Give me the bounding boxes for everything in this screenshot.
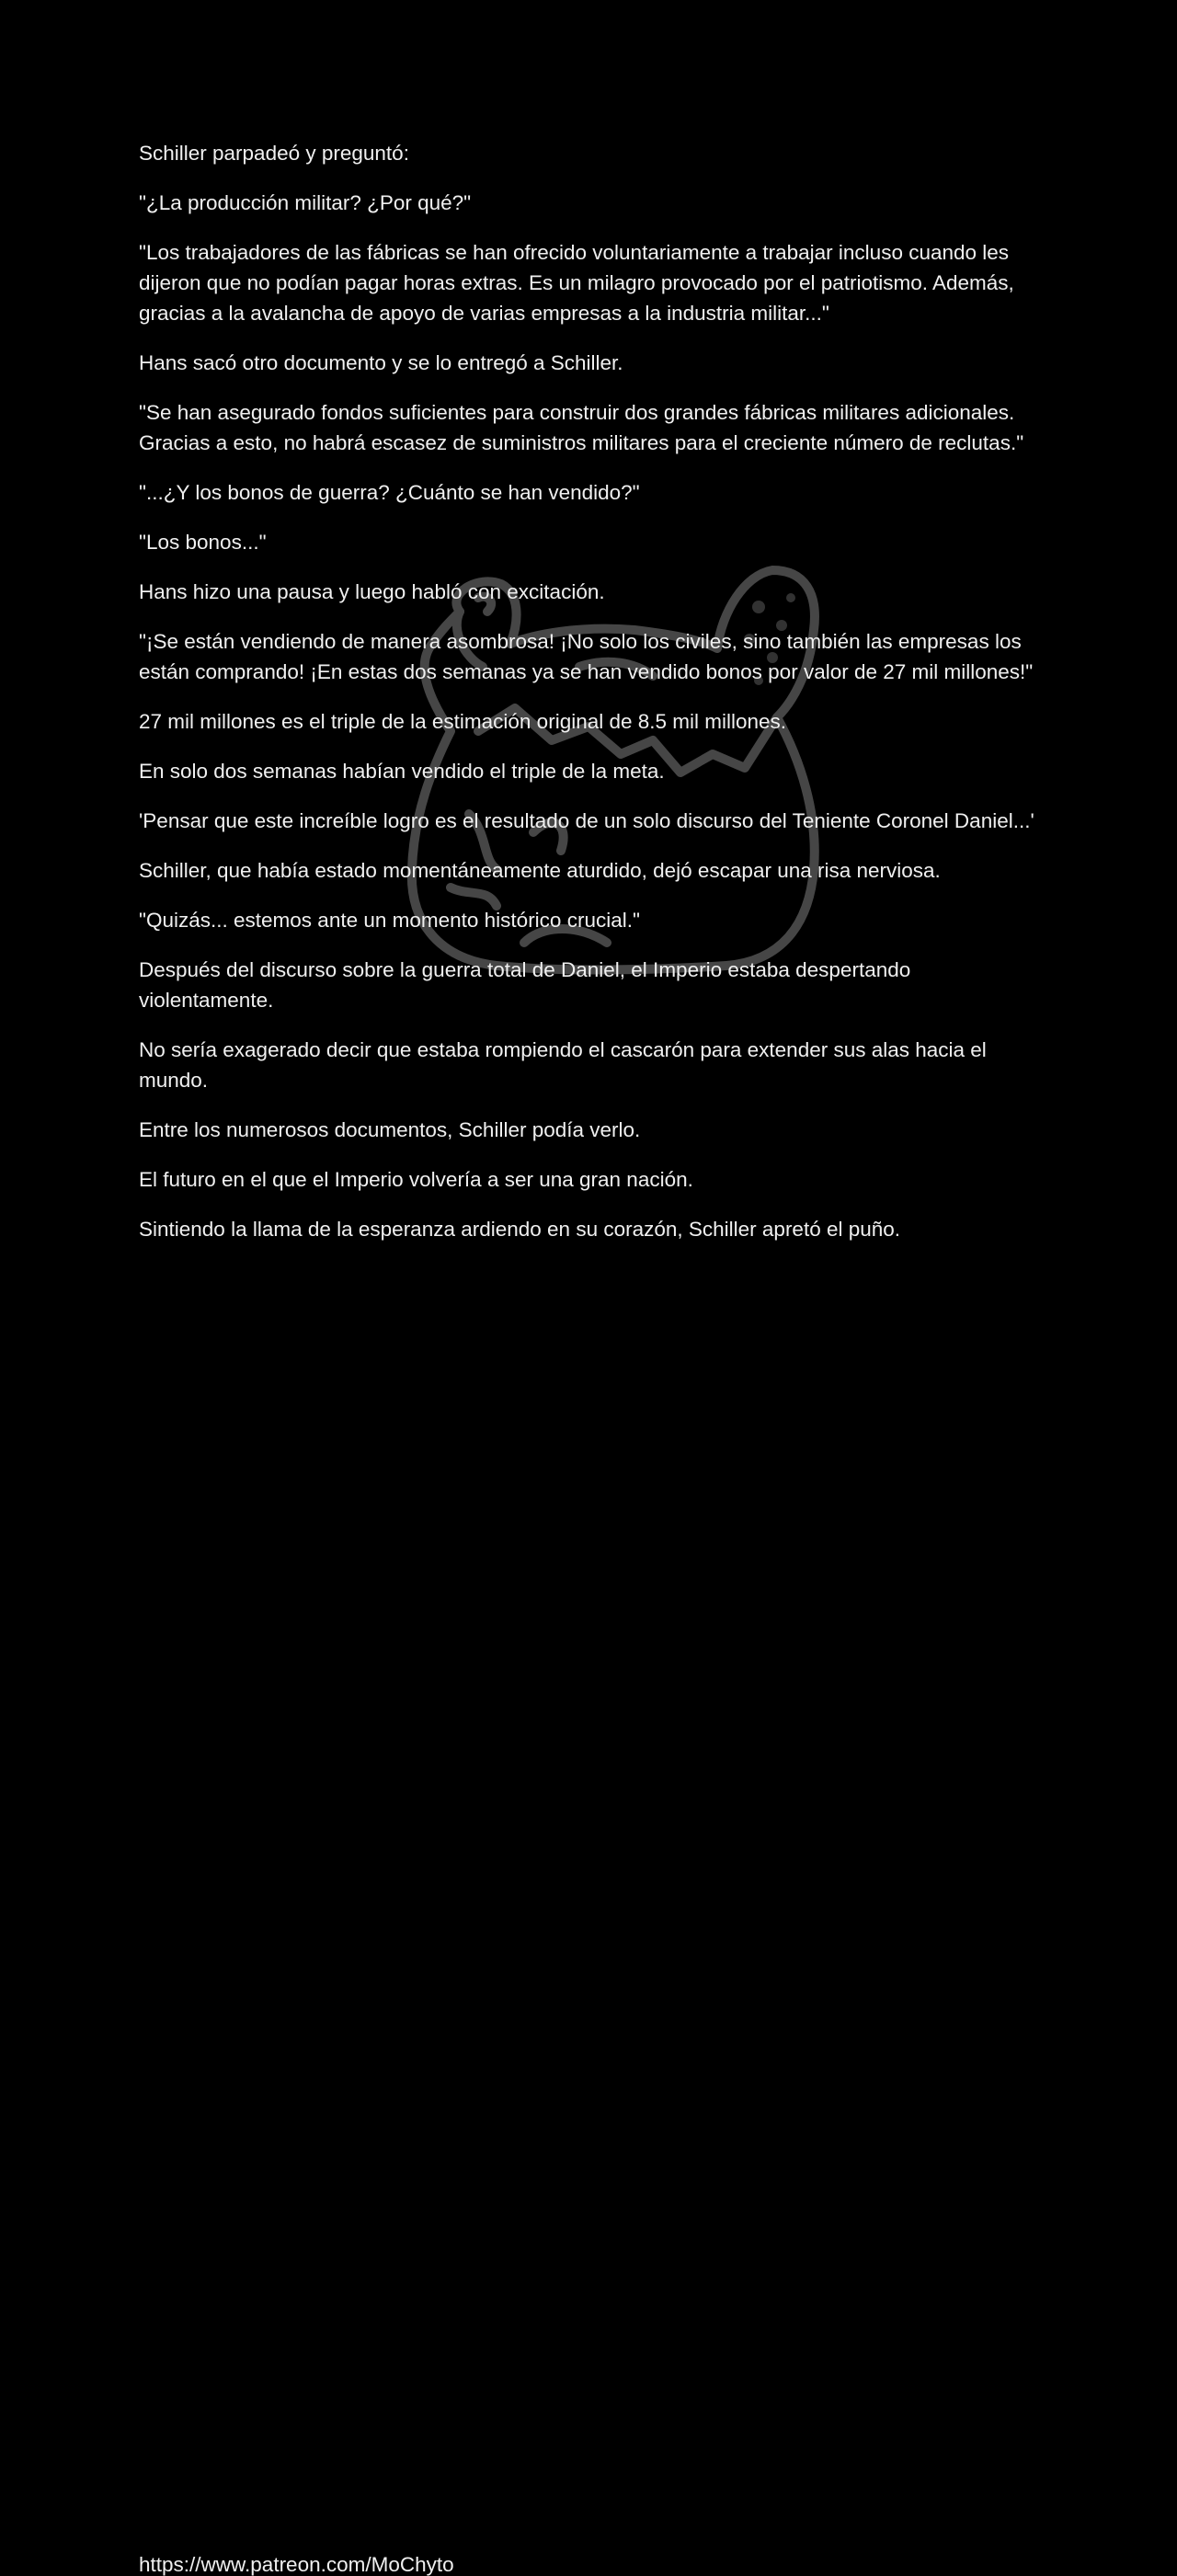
paragraph: "¡Se están vendiendo de manera asombrosa! ¡No solo los civiles, sino también las empresas los están comprando! ¡En estas dos semanas ya se han vendido bonos por valor de 27 mil millones!" bbox=[139, 630, 1034, 683]
paragraph: Entre los numerosos documentos, Schiller podía verlo. bbox=[139, 1118, 641, 1141]
paragraph: "...¿Y los bonos de guerra? ¿Cuánto se han vendido?" bbox=[139, 481, 640, 504]
paragraph: En solo dos semanas habían vendido el triple de la meta. bbox=[139, 760, 665, 783]
paragraph: "¿La producción militar? ¿Por qué?" bbox=[139, 191, 472, 214]
paragraph: "Se han asegurado fondos suficientes para construir dos grandes fábricas militares adicionales. Gracias a esto, no habrá escasez de suministros militares para el creciente número de reclutas." bbox=[139, 401, 1024, 454]
paragraph: Hans sacó otro documento y se lo entregó a Schiller. bbox=[139, 351, 623, 374]
paragraph: Después del discurso sobre la guerra total de Daniel, el Imperio estaba despertando violentamente. bbox=[139, 958, 911, 1012]
paragraph: Schiller, que había estado momentáneamente aturdido, dejó escapar una risa nerviosa. bbox=[139, 859, 941, 882]
document-body bbox=[139, 138, 1049, 1244]
paragraph: "Los trabajadores de las fábricas se han ofrecido voluntariamente a trabajar incluso cuando les dijeron que no podían pagar horas extras. Es un milagro provocado por el patriotismo. Además, gracias a la avalancha de apoyo de varias empresas a la industria militar..." bbox=[139, 241, 1014, 325]
paragraph: Schiller parpadeó y preguntó: bbox=[139, 142, 409, 165]
paragraph: El futuro en el que el Imperio volvería a ser una gran nación. bbox=[139, 1168, 693, 1191]
paragraph: No sería exagerado decir que estaba rompiendo el cascarón para extender sus alas hacia el mundo. bbox=[139, 1038, 987, 1092]
paragraph: 'Pensar que este increíble logro es el resultado de un solo discurso del Teniente Coronel Daniel...' bbox=[139, 809, 1034, 832]
paragraph: Sintiendo la llama de la esperanza ardiendo en su corazón, Schiller apretó el puño. bbox=[139, 1218, 901, 1241]
paragraph: 27 mil millones es el triple de la estimación original de 8.5 mil millones. bbox=[139, 710, 787, 733]
paragraph: Hans hizo una pausa y luego habló con excitación. bbox=[139, 580, 605, 603]
paragraph: "Los bonos..." bbox=[139, 531, 267, 554]
paragraph: "Quizás... estemos ante un momento histórico crucial." bbox=[139, 909, 640, 932]
patreon-link[interactable]: https://www.patreon.com/MoChyto bbox=[139, 2553, 454, 2576]
